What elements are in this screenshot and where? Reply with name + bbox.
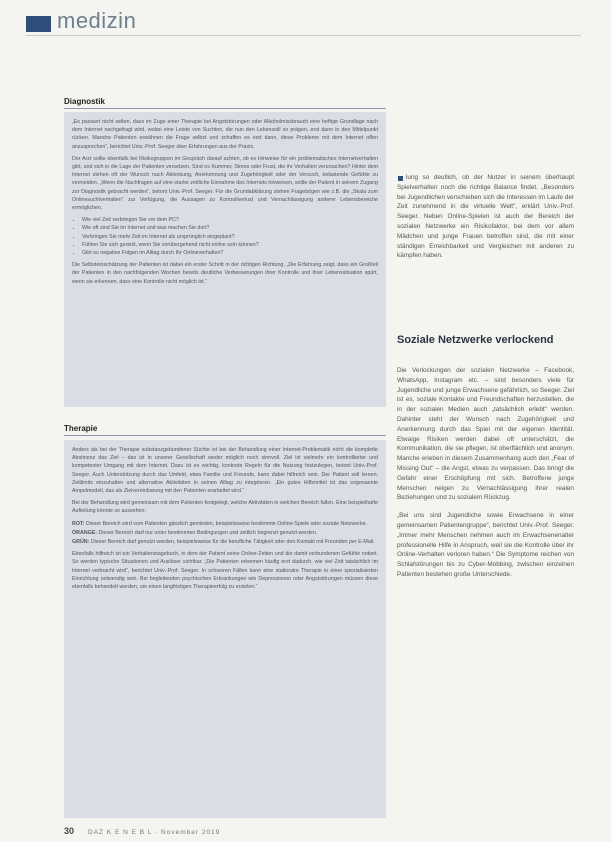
ampel-label: ORANGE: <box>72 529 98 536</box>
ampel-label: GRÜN: <box>72 539 90 546</box>
diagnostik-heading: Diagnostik <box>64 97 105 106</box>
diagnostik-intro: „Es passiert nicht selten, dass im Zuge einer Therapie bei Angststörungen oder Alkoholmissbrauch eine heftige Grundlage nach dem Internet nachgefragt wird, wobei eine Leiste von Suchten, die nun den Lebensstil so prägen, erst dann in den Mittelpunkt rücken. Manche Patienten erwähnen die Frage selbst und schaffen es erst dann, diese Probleme mit dem Internet offen anzusprechen“, berichtet Univ.-Prof. Seeger über Erfahrungen aus der Praxis. <box>72 119 378 150</box>
page-number: 30 <box>64 826 75 836</box>
therapie-paragraph: Bei der Behandlung wird gemeinsam mit dem Patienten festgelegt, welche Aktivitäten in welchen Bereich fallen. Eine beispielhafte Aufteilung könnte so aussehen: <box>72 500 378 515</box>
ampel-item-green <box>72 538 378 546</box>
ampel-text: Dieser Bereich darf nur unter bestimmten Bedingungen und zeitlich begrenzt genutzt werden. <box>98 529 318 536</box>
right-column-text-2 <box>397 366 574 588</box>
therapie-rule <box>64 435 386 436</box>
list-item: • Fühlen Sie sich gereizt, wenn Sie vorübergehend nicht online sein können? <box>82 241 378 249</box>
header-rule <box>26 35 581 36</box>
subheading: Soziale Netzwerke verlockend <box>397 334 554 346</box>
therapie-text <box>72 446 378 595</box>
therapie-heading: Therapie <box>64 424 98 433</box>
list-item: • Wie oft sind Sie im Internet und was machen Sie dort? <box>82 224 378 232</box>
list-item: • Gibt es negative Folgen im Alltag durch Ihr Onlineverhalten? <box>82 249 378 257</box>
therapie-paragraph: Ebenfalls hilfreich ist ein Verhaltenstagebuch, in dem der Patient seine Online-Zeiten und die damit verbundenen Gefühle notiert. So werden typische Situationen und Auslöser sichtbar. „Die Patienten erkennen häufig erst dadurch, wie viel Zeit tatsächlich im Internet verbracht wird“, berichtet Univ.-Prof. Seeger. In schweren Fällen kann eine stationäre Therapie in einer spezialisierten Einrichtung notwendig sein. Bei begleitenden psychischen Erkrankungen wie Depressionen oder Angststörungen müssen diese ebenfalls behandelt werden, um einen langfristigen Therapieerfolg zu erzielen.“ <box>72 551 378 591</box>
ampel-item-orange <box>72 529 378 537</box>
therapie-paragraph: Anders als bei der Therapie substanzgebundener Süchte ist bei der Behandlung einer Internet-Problematik nicht die komplette Abstinenz das Ziel – das ist in unserer Gesellschaft weder möglich noch sinnvoll. Ziel ist vielmehr ein kontrollierter und kompetenter Umgang mit dem Internet. Dazu ist es wichtig, konkrete Regeln für die Nutzung festzulegen, betont Univ.-Prof. Seeger. Auch Unterstützung durch das Umfeld, etwa Familie und Freunde, kann dabei hilfreich sein. Der Patient soll lernen, Zeitlimits einzuhalten und alternative Aktivitäten in seinen Alltag zu integrieren. „Ein gutes Hilfsmittel ist das sogenannte Ampelmodell, das als Zielvereinbarung mit den Patienten erarbeitet wird.“ <box>72 447 378 495</box>
ampel-label: ROT: <box>72 520 85 527</box>
diagnostik-question-list <box>72 216 378 257</box>
footer-publication: DAZ K E N E B L · November 2019 <box>88 829 221 836</box>
diagnostik-conclusion: Die Selbsteinschätzung der Patienten ist dabei ein erster Schritt in der richtigen Richtung. „Die Erfahrung zeigt, dass ein Großteil der Patienten in den nachfolgenden Wochen bereits deutliche Verbesserungen ihrer Kontrolle und ihrer Lebenssituation spürt, wenn sie erkennen, dass eine Kontrolle nicht möglich ist.“ <box>72 262 378 285</box>
list-item: • Verbringen Sie mehr Zeit im Internet als ursprünglich eingeplant? <box>82 233 378 241</box>
list-item: • Wie viel Zeit verbringen Sie vor dem PC? <box>82 216 378 224</box>
right-paragraph: Die Verlockungen der sozialen Netzwerke – Facebook, WhatsApp, Instagram etc. – sind besonders viele für Jugendliche und junge Erwachsene gefährlich, so Seeger. Ziel ist es, soziale Kontakte und Freundschaften herzustellen, die in der sozialen Medien auch „tatsächlich erlebt“ werden. Dahinter steht der Wunsch nach Zugehörigkeit und Anerkennung durch das Spiel mit der eigenen Identität. Etwaige Risiken werden dabei oft unterschätzt, die Kommunikation, die sie pflegen, ist oberflächlich und anonym. Manche erleben in diesem Zusammenhang auch den „Fear of Missing Out“ – die Angst, etwas zu verpassen. Das bringt die Gefahr einer Erschöpfung mit sich. Betroffene junge Menschen neigen zu Vernachlässigung ihrer realen Beziehungen und zu sozialem Rückzug. <box>397 367 574 502</box>
ampel-text: Dieser Bereich wird vom Patienten gänzlich gemieden, beispielsweise bestimmte Online-Spiele oder soziale Netzwerke. <box>85 520 368 527</box>
diagnostik-text <box>72 118 378 290</box>
right-paragraph: lung so deutlich, ob der Nutzer in seinem überhaupt Spielverhalten noch die richtige Balance findet. „Besonders bei Jugendlichen verschieben sich die Interessen im Laufe der Zeit zunehmend in die virtuelle Welt“, erklärt Univ.-Prof. Seeger. Neben Online-Spielen ist auch der Bereich der sozialen Netzwerke ein Risikofaktor, bei dem vor allem Mädchen und junge Frauen betroffen sind, die mit einer ständigen Erreichbarkeit und Vergleichen mit anderen zu kämpfen haben. <box>397 174 574 260</box>
page-footer <box>64 826 220 836</box>
ampel-text: Dieser Bereich darf genutzt werden, beispielsweise für die berufliche Tätigkeit oder den Kontakt mit Freunden per E-Mail. <box>90 539 375 546</box>
ampel-item-red <box>72 520 378 528</box>
diagnostik-paragraph: Der Arzt sollte ebenfalls bei Risikogruppen im Gespräch darauf achten, ob es Hinweise für ein problematisches Internetverhalten gibt, und sich in die Lage der Patienten versetzen. Sind es Kummer, Stress oder Frust, die ihr Verhalten verursachen? Hinter dem Internet stehen oft der Wunsch nach Ablenkung, Anerkennung und Zugehörigkeit oder der Versuch, belastende Gefühle zu vermeiden. „Wenn die Nachfragen auf eine starke zeitliche Einnahme des Internets hinweisen, sollte der Patient in seinem Zugang zur Diagnostik gebracht werden“, betont Univ.-Prof. Seeger. Für die Grundabklärung stehen Fragebögen wie z.B. die „Skala zum Onlinesuchtverhalten“ zur Verfügung, die Aussagen zu Kontrollverlust und Vernachlässigung anderer Lebensbereiche ermöglichen. <box>72 155 378 212</box>
diagnostik-rule <box>64 108 386 109</box>
right-paragraph: „Bei uns sind Jugendliche sowie Erwachsene in einer gemeinsamen Patientengruppe“, berichtet Univ.-Prof. Seeger. „Immer mehr Menschen nehmen auch im Erwachsenenalter professionelle Hilfe in Anspruch, weil sie die Kontrolle über ihr Online-Verhalten verloren haben.“ Die Symptome reichen von Schlafstörungen bis zu Cyber-Mobbing, zwischen einzelnen Patienten bestehen große Unterschiede. <box>397 512 574 578</box>
right-column-text <box>397 173 574 269</box>
section-title: medizin <box>57 8 137 33</box>
section-color-block <box>26 16 51 32</box>
